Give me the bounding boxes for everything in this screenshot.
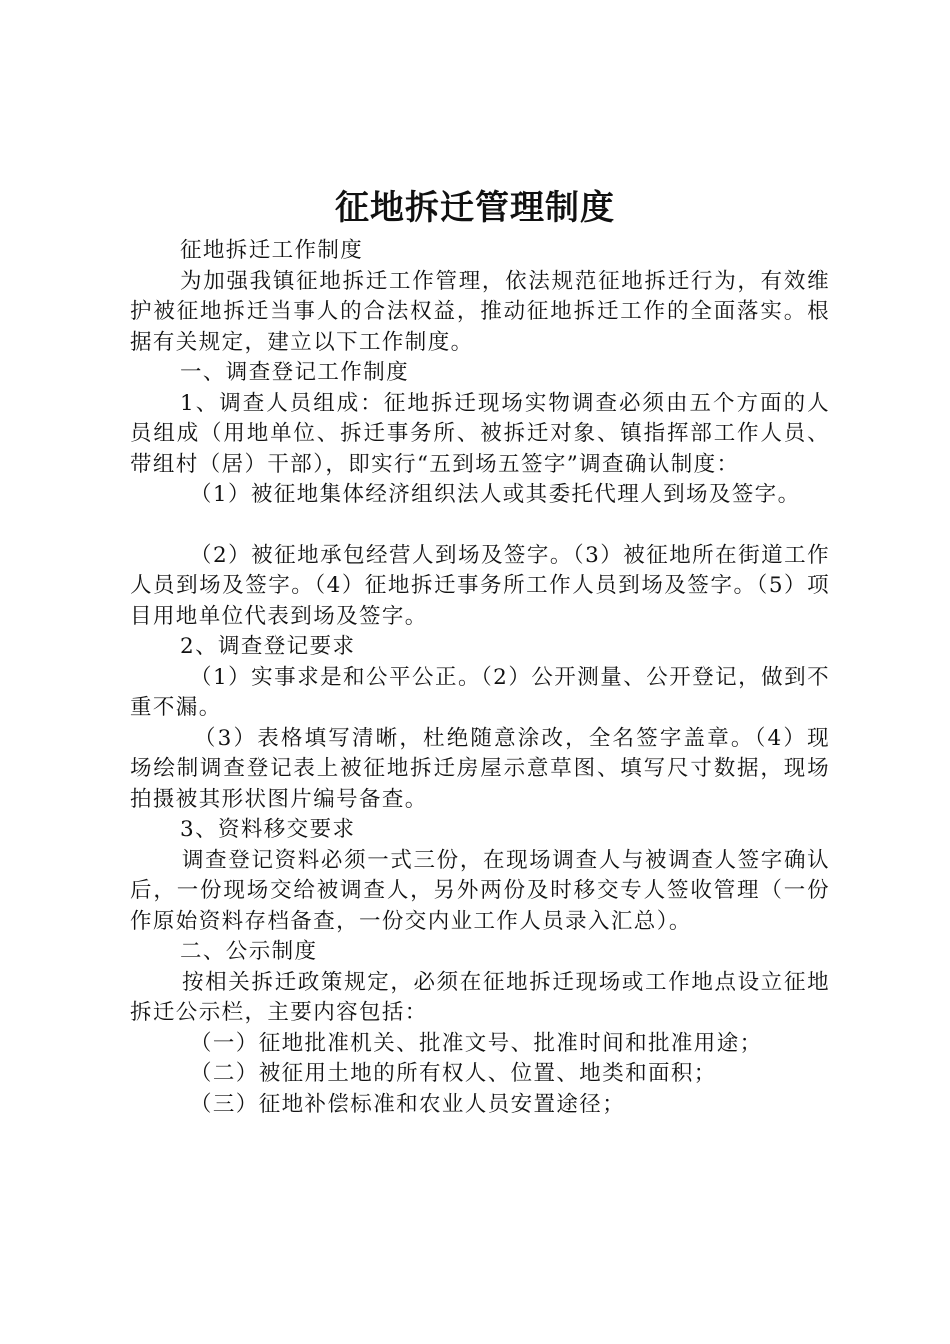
section-subtitle: 征地拆迁工作制度 <box>180 238 364 263</box>
item-publicity-intro: 按相关拆迁政策规定，必须在征地拆迁现场或工作地点设立征地拆迁公示栏，主要内容包括： <box>130 969 830 1025</box>
item-signature-list: （2）被征地承包经营人到场及签字。（3）被征地所在街道工作人员到场及签字。（4）征地拆迁事务所工作人员到场及签字。（5）项目用地单位代表到场及签字。 <box>130 542 830 629</box>
section-heading-publicity: 二、公示制度 <box>180 939 318 964</box>
document-title: 征地拆迁管理制度 <box>335 188 615 228</box>
item-publicity-2: （二）被征用土地的所有权人、位置、地类和面积； <box>190 1061 717 1086</box>
item-personnel-composition: 1、调查人员组成：征地拆迁现场实物调查必须由五个方面的人员组成（用地单位、拆迁事务所、被拆迁对象、镇指挥部工作人员、带组村（居）干部），即实行“五到场五签字”调查确认制度： <box>130 390 830 477</box>
subsection-heading-transfer: 3、资料移交要求 <box>180 817 356 842</box>
intro-paragraph: 为加强我镇征地拆迁工作管理，依法规范征地拆迁行为，有效维护被征地拆迁当事人的合法权益，推动征地拆迁工作的全面落实。根据有关规定，建立以下工作制度。 <box>130 268 830 355</box>
item-requirements-1-2: （1）实事求是和公平公正。（2）公开测量、公开登记，做到不重不漏。 <box>130 664 830 720</box>
document-body <box>130 236 830 1120</box>
item-collective-signature: （1）被征地集体经济组织法人或其委托代理人到场及签字。 <box>190 482 801 507</box>
item-publicity-3: （三）征地补偿标准和农业人员安置途径； <box>190 1091 626 1117</box>
item-requirements-3-4: （3）表格填写清晰，杜绝随意涂改，全名签字盖章。（4）现场绘制调查登记表上被征地拆迁房屋示意草图、填写尺寸数据，现场拍摄被其形状图片编号备查。 <box>130 725 830 812</box>
subsection-heading-requirements: 2、调查登记要求 <box>180 634 356 659</box>
item-transfer-requirements: 调查登记资料必须一式三份，在现场调查人与被调查人签字确认后，一份现场交给被调查人，另外两份及时移交专人签收管理（一份作原始资料存档备查，一份交内业工作人员录入汇总）。 <box>130 847 830 934</box>
paragraph-gap <box>130 511 830 541</box>
item-publicity-1: （一）征地批准机关、批准文号、批准时间和批准用途； <box>190 1030 763 1056</box>
section-heading-investigation: 一、调查登记工作制度 <box>180 360 410 385</box>
